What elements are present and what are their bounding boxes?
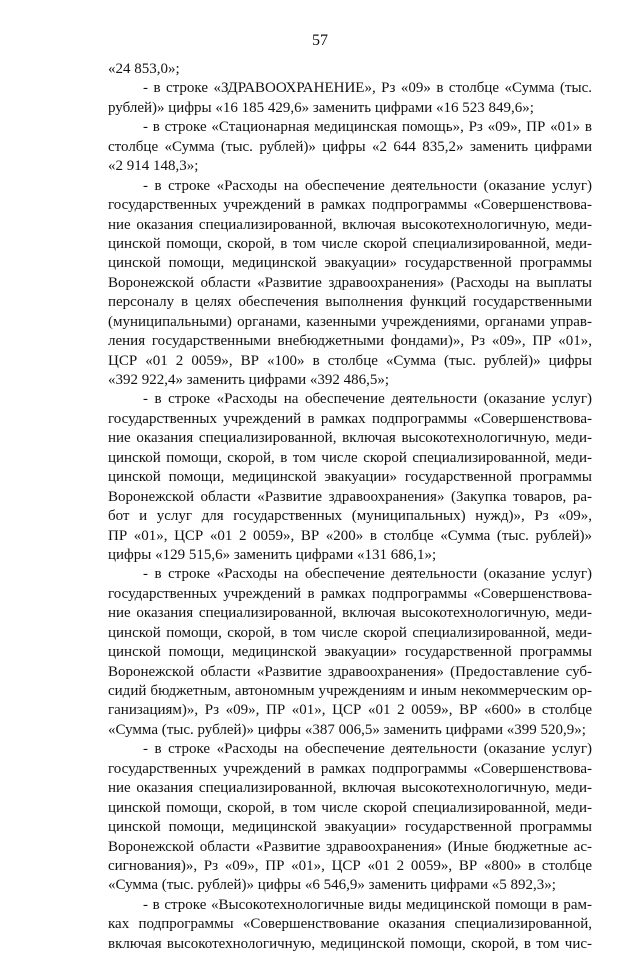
text-line: цинской помощи, скорой, в том числе скорой специализированной, меди- bbox=[108, 449, 592, 466]
text-line: - в строке «Расходы на обеспечение деятельности (оказание услуг) bbox=[143, 741, 592, 758]
text-line: ПР «01», ЦСР «01 2 0059», ВР «200» в столбце «Сумма (тыс. рублей)» bbox=[108, 527, 592, 544]
text-line: государственных учреждений в рамках подпрограммы «Совершенствова- bbox=[108, 585, 592, 602]
text-line: цинской помощи, скорой, в том числе скорой специализированной, меди- bbox=[108, 799, 592, 816]
text-line: ганизациям)», Рз «09», ПР «01», ЦСР «01 2 0059», ВР «600» в столбце bbox=[108, 702, 592, 719]
text-line: - в строке «Расходы на обеспечение деятельности (оказание услуг) bbox=[143, 391, 592, 408]
text-line: ЦСР «01 2 0059», ВР «100» в столбце «Сумма (тыс. рублей)» цифры bbox=[108, 352, 592, 369]
text-line: - в строке «Стационарная медицинская помощь», Рз «09», ПР «01» в bbox=[143, 119, 592, 136]
text-line: ние оказания специализированной, включая высокотехнологичную, меди- bbox=[108, 605, 592, 622]
text-line: государственных учреждений в рамках подпрограммы «Совершенствова- bbox=[108, 410, 592, 427]
page-number: 57 bbox=[312, 32, 328, 49]
text-line: цинской помощи, медицинской эвакуации» государственной программы bbox=[108, 819, 592, 836]
text-line: цинской помощи, медицинской эвакуации» государственной программы bbox=[108, 255, 592, 272]
text-line: сидий бюджетным, автономным учреждениям и иным некоммерческим ор- bbox=[108, 683, 592, 699]
text-line: цинской помощи, медицинской эвакуации» государственной программы bbox=[108, 469, 592, 486]
text-line: - в строке «Расходы на обеспечение деятельности (оказание услуг) bbox=[143, 566, 592, 583]
text-line: цинской помощи, медицинской эвакуации» государственной программы bbox=[108, 644, 592, 661]
text-line: - в строке «Высокотехнологичные виды медицинской помощи в рам- bbox=[143, 896, 592, 913]
text-line: «Сумма (тыс. рублей)» цифры «387 006,5» заменить цифрами «399 520,9»; bbox=[108, 721, 586, 738]
text-line: государственных учреждений в рамках подпрограммы «Совершенствова- bbox=[108, 197, 592, 214]
text-line: - в строке «ЗДРАВООХРАНЕНИЕ», Рз «09» в столбце «Сумма (тыс. bbox=[143, 80, 592, 97]
text-line: (муниципальными) органами, казенными учреждениями, органами управ- bbox=[108, 313, 592, 330]
text-line: «392 922,4» заменить цифрами «392 486,5»; bbox=[108, 372, 390, 388]
text-line: «Сумма (тыс. рублей)» цифры «6 546,9» заменить цифрами «5 892,3»; bbox=[108, 877, 556, 894]
text-line: Воронежской области «Развитие здравоохранения» (Расходы на выплаты bbox=[108, 274, 592, 291]
text-line: ние оказания специализированной, включая высокотехнологичную, меди- bbox=[108, 216, 592, 233]
text-line: рублей)» цифры «16 185 429,6» заменить цифрами «16 523 849,6»; bbox=[108, 99, 534, 116]
text-line: персоналу в целях обеспечения выполнения функций государственными bbox=[108, 294, 592, 311]
text-line: «2 914 148,3»; bbox=[108, 158, 199, 175]
text-line: цифры «129 515,6» заменить цифрами «131 686,1»; bbox=[108, 546, 437, 563]
text-line: цинской помощи, скорой, в том числе скорой специализированной, меди- bbox=[108, 624, 592, 641]
document-body bbox=[108, 60, 592, 954]
text-line: ние оказания специализированной, включая высокотехнологичную, меди- bbox=[108, 780, 592, 797]
text-line: Воронежской области «Развитие здравоохранения» (Иные бюджетные ас- bbox=[108, 838, 592, 855]
text-line: бот и услуг для государственных (муниципальных) нужд)», Рз «09», bbox=[108, 508, 592, 525]
text-line: цинской помощи, скорой, в том числе скорой специализированной, меди- bbox=[108, 235, 592, 252]
text-line: ние оказания специализированной, включая высокотехнологичную, меди- bbox=[108, 430, 592, 447]
text-line: сигнования)», Рз «09», ПР «01», ЦСР «01 2 0059», ВР «800» в столбце bbox=[108, 857, 592, 874]
text-line: включая высокотехнологичную, медицинской помощи, скорой, в том чис- bbox=[108, 935, 592, 952]
text-line: государственных учреждений в рамках подпрограммы «Совершенствова- bbox=[108, 760, 592, 777]
text-line: ления государственными внебюджетными фондами)», Рз «09», ПР «01», bbox=[108, 333, 592, 350]
text-line: Воронежской области «Развитие здравоохранения» (Предоставление суб- bbox=[108, 663, 592, 680]
text-line: столбце «Сумма (тыс. рублей)» цифры «2 644 835,2» заменить цифрами bbox=[108, 138, 592, 155]
text-line: «24 853,0»; bbox=[108, 61, 180, 77]
text-line: Воронежской области «Развитие здравоохранения» (Закупка товаров, ра- bbox=[108, 488, 592, 505]
text-line: ках подпрограммы «Совершенствование оказания специализированной, bbox=[108, 916, 592, 933]
text-line: - в строке «Расходы на обеспечение деятельности (оказание услуг) bbox=[143, 177, 592, 194]
